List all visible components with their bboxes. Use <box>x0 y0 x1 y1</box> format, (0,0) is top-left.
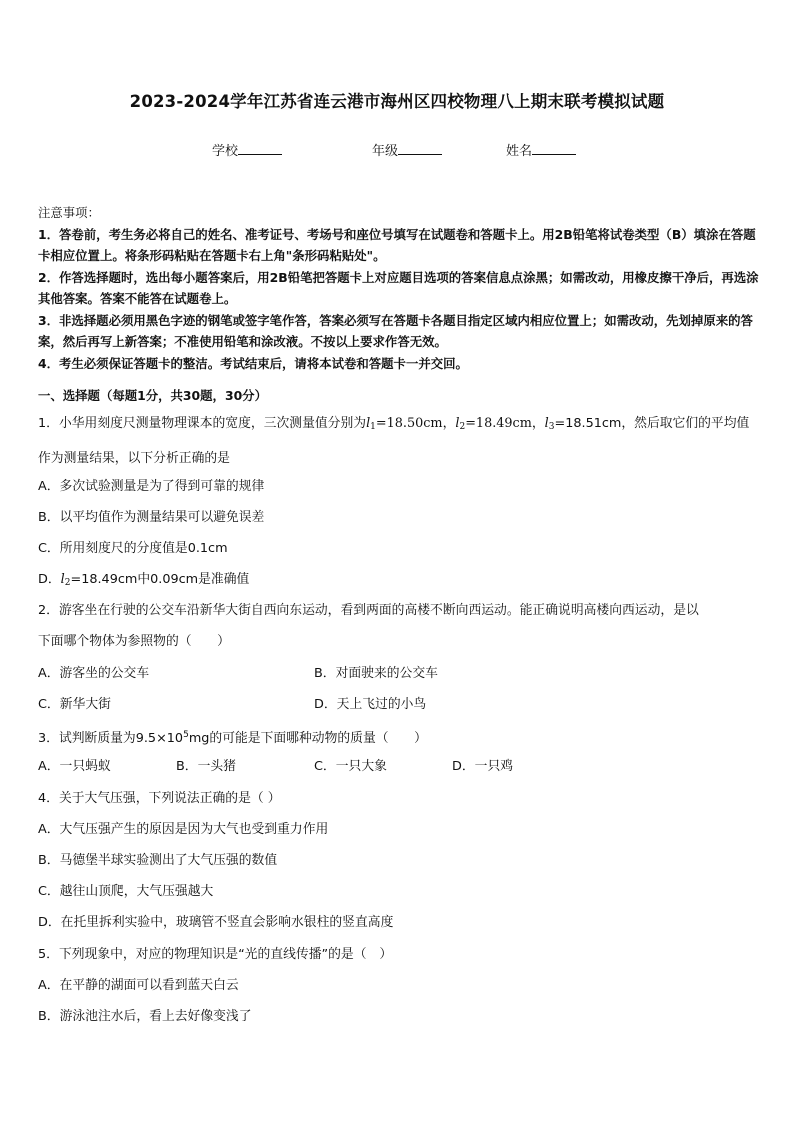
q1-value-1: =18.50cm， <box>375 416 456 431</box>
school-label: 学校 <box>212 144 239 159</box>
question-3-stem <box>38 720 760 754</box>
notes-heading: 注意事项： <box>38 205 100 220</box>
q3-option-d[interactable]: D．一只鸡 <box>452 759 514 774</box>
l-symbol: l <box>544 416 549 431</box>
q1-stem-text-2: 作为测量结果，以下分析正确的是 <box>38 451 230 466</box>
q2-option-b[interactable]: B．对面驶来的公交车 <box>314 666 438 681</box>
question-4-stem: 4．关于大气压强，下列说法正确的是（ ） <box>38 791 281 806</box>
q4-option-a[interactable]: A．大气压强产生的原因是因为大气也受到重力作用 <box>38 822 329 837</box>
q3-stem-text: 3．试判断质量为9.5×10 <box>38 731 184 746</box>
q3-option-b[interactable]: B．一头猪 <box>176 759 236 774</box>
q5-option-a[interactable]: A．在平静的湖面可以看到蓝天白云 <box>38 978 239 993</box>
note-item: 3．非选择题必须用黑色字迹的钢笔或签字笔作答，答案必须写在答题卡各题目指定区域内相应位置上；如需改动，先划掉原来的答案，然后再写上新答案；不准使用铅笔和涂改液。不按以上要求作答无效。 <box>38 312 753 349</box>
school-field <box>212 140 282 159</box>
l-symbol: l <box>60 572 65 587</box>
subscript: 3 <box>548 422 555 432</box>
question-1-stem <box>38 408 760 474</box>
school-blank[interactable] <box>238 142 282 155</box>
page-title: 2023-2024学年江苏省连云港市海州区四校物理八上期末联考模拟试题 <box>129 92 665 111</box>
q2-option-a[interactable]: A．游客坐的公交车 <box>38 666 150 681</box>
q1-option-c[interactable]: C．所用刻度尺的分度值是0.1cm <box>38 541 228 556</box>
l-symbol: l <box>366 416 371 431</box>
q5-option-b[interactable]: B．游泳池注水后，看上去好像变浅了 <box>38 1009 252 1024</box>
q4-option-b[interactable]: B．马德堡半球实验测出了大气压强的数值 <box>38 853 278 868</box>
name-blank[interactable] <box>532 142 576 155</box>
q1-option-d[interactable] <box>38 564 249 599</box>
option-text: =18.49cm中0.09cm是准确值 <box>70 572 250 587</box>
q1-option-b[interactable]: B．以平均值作为测量结果可以避免误差 <box>38 510 265 525</box>
q3-stem-text-2: mg的可能是下面哪种动物的质量（ ） <box>188 731 427 746</box>
grade-blank[interactable] <box>398 142 442 155</box>
q4-option-c[interactable]: C．越往山顶爬，大气压强越大 <box>38 884 214 899</box>
grade-label: 年级 <box>372 144 399 159</box>
subscript: 2 <box>459 422 466 432</box>
q2-stem-text-2: 下面哪个物体为参照物的（ ） <box>38 634 230 649</box>
option-letter: D． <box>38 572 61 587</box>
q1-stem-text: 1．小华用刻度尺测量物理课本的宽度，三次测量值分别为 <box>38 416 367 431</box>
q2-option-c[interactable]: C．新华大街 <box>38 697 111 712</box>
q2-option-d[interactable]: D．天上飞过的小鸟 <box>314 697 427 712</box>
superscript: 5 <box>183 730 189 740</box>
question-2-stem <box>38 595 760 657</box>
name-field <box>506 140 576 159</box>
section-title: 一、选择题（每题1分，共30题，30分） <box>38 388 267 403</box>
subscript: 1 <box>370 422 376 432</box>
q3-option-a[interactable]: A．一只蚂蚁 <box>38 759 111 774</box>
subscript: 2 <box>64 578 71 588</box>
question-5-stem: 5．下列现象中，对应的物理知识是“光的直线传播”的是（ ） <box>38 947 393 962</box>
note-item: 2．作答选择题时，选出每小题答案后，用2B铅笔把答题卡上对应题目选项的答案信息点涂黑；如需改动，用橡皮擦干净后，再选涂其他答案。答案不能答在试题卷上。 <box>38 269 759 306</box>
grade-field <box>372 140 442 159</box>
l-symbol: l <box>455 416 460 431</box>
q2-stem-text: 2．游客坐在行驶的公交车沿新华大街自西向东运动，看到两面的高楼不断向西运动。能正确说明高楼向西运动，是以 <box>38 603 699 618</box>
q1-value-2: =18.49cm， <box>465 416 545 431</box>
notes-block <box>38 202 760 374</box>
q1-option-a[interactable]: A．多次试验测量是为了得到可靠的规律 <box>38 479 265 494</box>
note-item: 1．答卷前，考生务必将自己的姓名、准考证号、考场号和座位号填写在试题卷和答题卡上。用2B铅笔将试卷类型（B）填涂在答题卡相应位置上。将条形码粘贴在答题卡右上角"条形码粘贴处"。 <box>38 226 756 263</box>
q1-value-3: =18.51cm，然后取它们的平均值 <box>554 416 750 431</box>
note-item: 4．考生必须保证答题卡的整洁。考试结束后，请将本试卷和答题卡一并交回。 <box>38 355 468 371</box>
q3-option-c[interactable]: C．一只大象 <box>314 759 387 774</box>
name-label: 姓名 <box>506 144 533 159</box>
q4-option-d[interactable]: D．在托里拆利实验中，玻璃管不竖直会影响水银柱的竖直高度 <box>38 915 394 930</box>
